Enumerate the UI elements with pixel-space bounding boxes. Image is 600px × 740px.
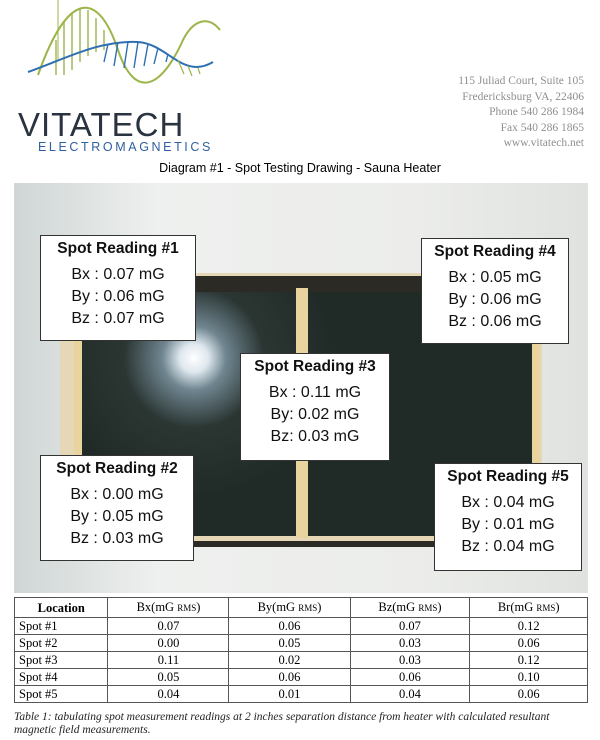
cell-by: 0.06 [229,618,350,635]
header-location: Location [15,598,108,618]
spot-bx: Bx : 0.11 mG [268,384,362,401]
brand-subtitle: ELECTROMAGNETICS [38,140,213,154]
table-row [15,635,588,652]
spot-title: Spot Reading #2 [56,460,178,477]
spot-bz: Bz : 0.04 mG [461,538,555,555]
spot-bz: Bz : 0.06 mG [448,313,542,330]
spot-bz: Bz: 0.03 mG [270,428,360,445]
cell-location: Spot #4 [15,669,108,686]
cell-bz: 0.04 [350,686,470,703]
cell-bx: 0.05 [108,669,229,686]
spot-title: Spot Reading #4 [434,243,556,260]
spot-by: By : 0.06 mG [448,291,542,308]
cell-br: 0.12 [470,618,588,635]
spot-reading-1 [40,235,196,341]
measurement-table [14,597,588,703]
table-row [15,618,588,635]
header-bz: Bz(mG RMS) [350,598,470,618]
address-line: 115 Juliad Court, Suite 105 [458,75,584,87]
phone-line: Phone 540 286 1984 [489,106,584,118]
cell-br: 0.06 [470,686,588,703]
cell-bx: 0.04 [108,686,229,703]
cell-bz: 0.03 [350,652,470,669]
cell-location: Spot #5 [15,686,108,703]
spot-bz: Bz : 0.03 mG [70,530,164,547]
brand-name: VITATECH [18,106,185,143]
cell-bz: 0.06 [350,669,470,686]
table-row [15,652,588,669]
spot-by: By : 0.01 mG [461,516,555,533]
spot-bx: Bx : 0.05 mG [448,269,542,286]
spot-bx: Bx : 0.07 mG [71,266,165,283]
cell-bx: 0.07 [108,618,229,635]
cell-bz: 0.07 [350,618,470,635]
spot-reading-2 [40,455,194,561]
cell-br: 0.06 [470,635,588,652]
spot-reading-5 [434,463,582,571]
cell-br: 0.12 [470,652,588,669]
header-br: Br(mG RMS) [470,598,588,618]
spot-bx: Bx : 0.00 mG [70,486,164,503]
cell-location: Spot #1 [15,618,108,635]
table-caption: Table 1: tabulating spot measurement readings at 2 inches separation distance from heater with calculated resultant magnetic field measurements. [14,711,550,736]
fax-line: Fax 540 286 1865 [500,121,584,134]
company-logo [8,0,228,160]
spot-bx: Bx : 0.04 mG [461,494,555,511]
cell-bx: 0.11 [108,652,229,669]
spot-title: Spot Reading #1 [57,240,179,257]
cell-by: 0.01 [229,686,350,703]
cell-by: 0.02 [229,652,350,669]
cell-location: Spot #2 [15,635,108,652]
table-row [15,686,588,703]
spot-by: By : 0.05 mG [70,508,164,525]
heater-photo [14,183,588,593]
cell-bz: 0.03 [350,635,470,652]
address-line: Fredericksburg VA, 22406 [462,90,584,103]
spot-title: Spot Reading #3 [254,358,376,375]
header-bx: Bx(mG RMS) [108,598,229,618]
spot-title: Spot Reading #5 [447,468,569,485]
spot-by: By : 0.06 mG [71,288,165,305]
spot-reading-4 [421,238,569,344]
cell-br: 0.10 [470,669,588,686]
header-by: By(mG RMS) [229,598,350,618]
cell-by: 0.05 [229,635,350,652]
wave-logo-icon [8,0,228,110]
diagram-caption: Diagram #1 - Spot Testing Drawing - Sauna Heater [159,161,441,175]
spot-by: By: 0.02 mG [270,406,360,423]
table-header-row [15,598,588,618]
cell-by: 0.06 [229,669,350,686]
cell-location: Spot #3 [15,652,108,669]
spot-bz: Bz : 0.07 mG [71,310,165,327]
spot-reading-3 [240,353,390,461]
table-row [15,669,588,686]
address-block [364,74,584,152]
website-line: www.vitatech.net [503,137,584,149]
cell-bx: 0.00 [108,635,229,652]
